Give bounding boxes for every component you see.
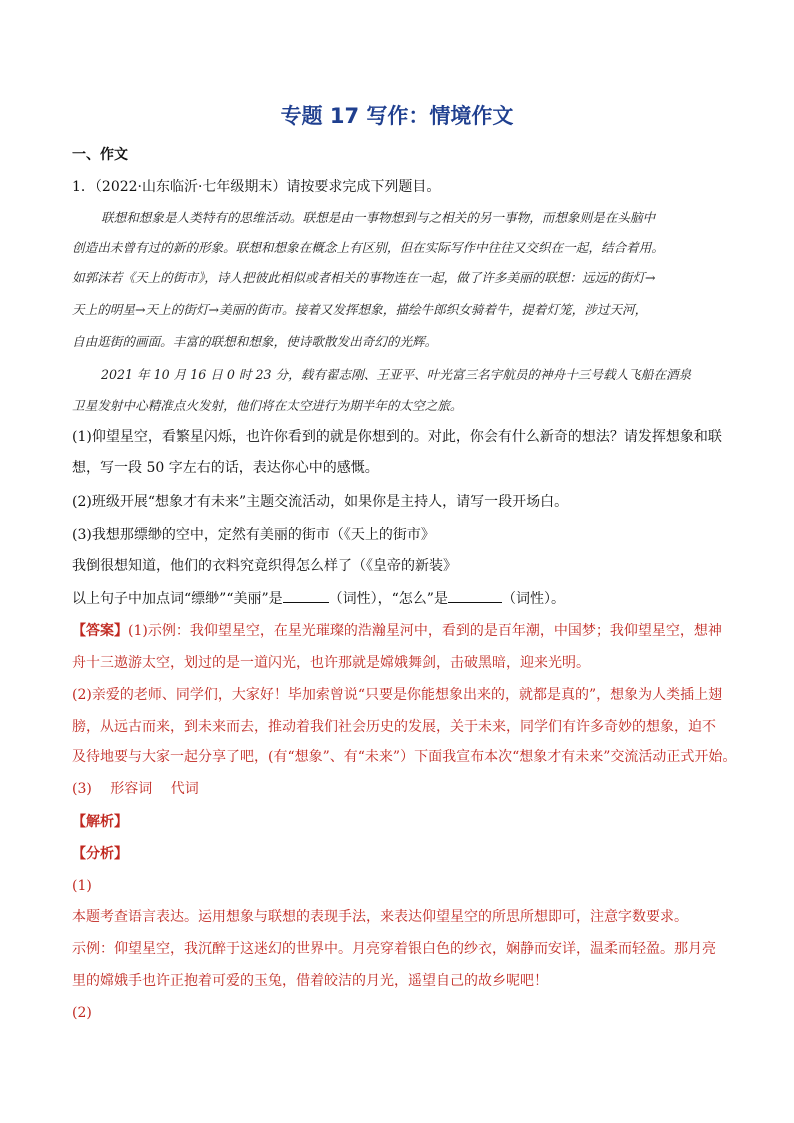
question-1-line: (1)仰望星空，看繁星闪烁，也许你看到的就是你想到的。对此，你会有什么新奇的想法？请发挥想象和联 bbox=[72, 429, 722, 445]
material-line: 天上的明星→天上的街灯→美丽的街市。接着又发挥想象，描绘牛郎织女骑着牛，提着灯笼，涉过天河， bbox=[72, 302, 648, 317]
analysis-number-1: (1) bbox=[72, 878, 92, 894]
analysis-line: 本题考查语言表达。运用想象与联想的表现手法，来表达仰望星空的所思所想即可，注意字数要求。 bbox=[72, 909, 688, 925]
material-line: 自由逛街的画面。丰富的联想和想象，使诗歌散发出奇幻的光辉。 bbox=[72, 334, 438, 349]
question-3-line: 我倒很想知道，他们的衣料究竟织得怎么样了（《皇帝的新装》 bbox=[72, 558, 457, 574]
answer-1-line: 舟十三遨游太空，划过的是一道闪光，也许那就是嫦娥舞剑，击破黑暗，迎来光明。 bbox=[72, 655, 590, 671]
question-1-line: 想，写一段 50 字左右的话，表达你心中的感慨。 bbox=[72, 460, 379, 476]
answer-2-line: 膀，从远古而来，到未来而去，推动着我们社会历史的发展，关于未来，同学们有许多奇妙的想象，迫不 bbox=[72, 719, 716, 735]
material-line: 联想和想象是人类特有的思维活动。联想是由一事物想到与之相关的另一事物，而想象则是在头脑中 bbox=[101, 210, 656, 225]
question-3-line: (3)我想那缥缈的空中，定然有美丽的街市（《天上的街市》 bbox=[72, 527, 435, 543]
answer-2-line: (2)亲爱的老师、同学们，大家好！毕加索曾说“只要是你能想象出来的，就都是真的”，想象为人类插上翅 bbox=[72, 687, 723, 703]
analysis-tag: 【解析】 bbox=[72, 814, 128, 830]
analysis-line: 示例：仰望星空，我沉醉于这迷幻的世界中。月亮穿着银白色的纱衣，娴静而安详，温柔而轻盈。那月亮 bbox=[72, 941, 716, 957]
section-heading: 一、作文 bbox=[72, 147, 128, 163]
material-line: 创造出未曾有过的新的形象。联想和想象在概念上有区别，但在实际写作中往往又交织在一起，结合着用。 bbox=[72, 240, 664, 255]
material-line: 卫星发射中心精准点火发射，他们将在太空进行为期半年的太空之旅。 bbox=[72, 398, 463, 413]
answer-1-text: (1)示例：我仰望星空，在星光璀璨的浩瀚星河中，看到的是百年潮，中国梦；我仰望星空，想神 bbox=[128, 623, 722, 639]
analysis-number-2: (2) bbox=[72, 1005, 92, 1021]
material-line: 2021 年 10 月 16 日 0 时 23 分，载有翟志刚、王亚平、叶光富三名宇航员的神舟十三号载人飞船在酒泉 bbox=[101, 367, 692, 382]
answer-blank-1[interactable] bbox=[283, 588, 329, 603]
material-line: 如郭沫若《天上的街市》，诗人把彼此相似或者相关的事物连在一起，做了许多美丽的联想：远远的街灯→ bbox=[72, 270, 656, 285]
fill-text-1: 以上句子中加点词“缥缈”“美丽”是 bbox=[72, 591, 283, 607]
answer-3: (3) 形容词 代词 bbox=[72, 781, 199, 797]
answer-blank-2[interactable] bbox=[448, 588, 502, 603]
answer-line-1 bbox=[72, 621, 722, 641]
analysis-line: 里的嫦娥手也许正抱着可爱的玉兔，借着皎洁的月光，遥望自己的故乡呢吧！ bbox=[72, 973, 548, 989]
fill-text-3: （词性）。 bbox=[501, 591, 565, 607]
answer-2-line: 及待地要与大家一起分享了吧，(有“想象”、有“未来”）下面我宣布本次“想象才有未来”交流活动正式开始。 bbox=[72, 749, 737, 765]
answer-tag: 【答案】 bbox=[72, 623, 128, 639]
fill-text-2: （词性），“怎么”是 bbox=[328, 591, 448, 607]
question-3-fill bbox=[72, 588, 565, 609]
analysis-subtag: 【分析】 bbox=[72, 846, 128, 862]
question-2: (2)班级开展“想象才有未来”主题交流活动，如果你是主持人，请写一段开场白。 bbox=[72, 494, 569, 510]
question-stem: 1．（2022·山东临沂·七年级期末）请按要求完成下列题目。 bbox=[72, 179, 441, 195]
page-title: 专题 17 写作：情境作文 bbox=[280, 104, 514, 128]
